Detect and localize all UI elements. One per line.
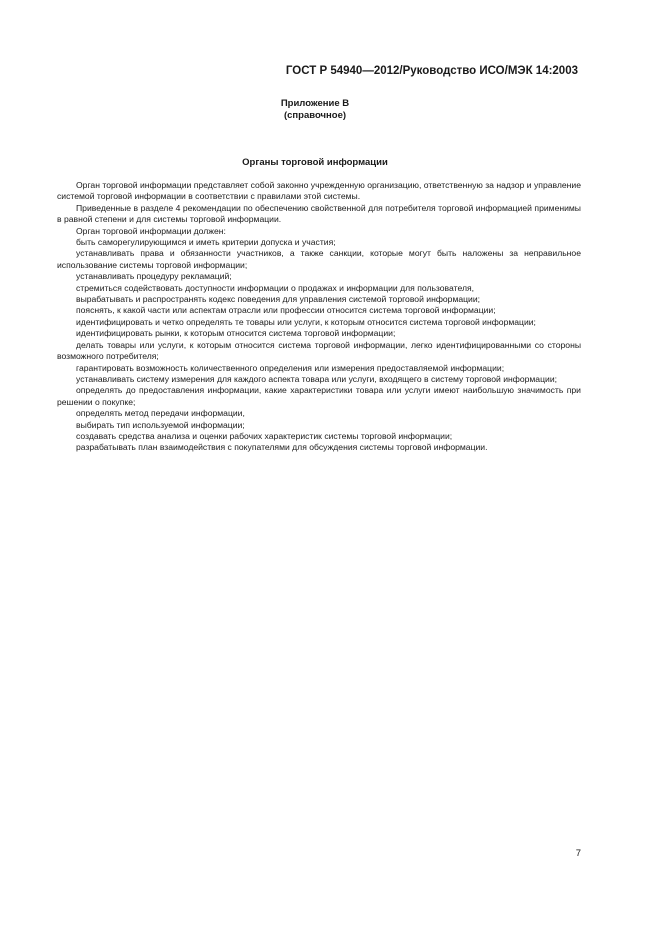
paragraph: Орган торговой информации представляет собой законно учрежденную организацию, ответственную за надзор и управление системой торговой информации в соответствии с правилами этой системы. (57, 180, 581, 202)
list-item: идентифицировать рынки, к которым относится система торговой информации; (76, 328, 396, 339)
body-text (57, 180, 581, 454)
list-item: стремиться содействовать доступности информации о продажах и информации для пользователя, (76, 282, 475, 293)
appendix-subtitle: (справочное) (283, 110, 347, 121)
section-title: Органы торговой информации (242, 157, 388, 168)
paragraph: Орган торговой информации должен: (76, 225, 226, 236)
list-item: делать товары или услуги, к которым относится система торговой информации, легко идентифицированными со стороны возможного потребителя; (57, 339, 581, 362)
list-item: определять метод передачи информации, (76, 408, 245, 419)
list-item: вырабатывать и распространять кодекс поведения для управления системой торговой информации; (76, 294, 481, 305)
page-number: 7 (575, 848, 581, 859)
list-item: пояснять, к какой части или аспектам отрасли или профессии относится система торговой информации; (76, 305, 496, 316)
list-item: идентифицировать и четко определять те товары или услуги, к которым относится система торговой информации; (76, 316, 536, 327)
list-item: разрабатывать план взаимодействия с покупателями для обсуждения системы торговой информации. (76, 442, 488, 453)
list-item: определять до предоставления информации, какие характеристики товара или услуги имеют наибольшую значимость при решении о покупке; (57, 385, 581, 407)
list-item: выбирать тип используемой информации; (76, 419, 245, 430)
list-item: создавать средства анализа и оценки рабочих характеристик системы торговой информации; (76, 430, 453, 441)
paragraph: Приведенные в разделе 4 рекомендации по обеспечению свойственной для потребителя торговой информацией применимы в равной степени и для системы торговой информации. (57, 202, 581, 225)
list-item: устанавливать систему измерения для каждого аспекта товара или услуги, входящего в систему торговой информации; (76, 373, 558, 384)
document-header: ГОСТ Р 54940—2012/Руководство ИСО/МЭК 14:2003 (285, 65, 578, 77)
list-item: гарантировать возможность количественного определения или измерения предоставляемой информации; (76, 362, 505, 373)
appendix-title: Приложение В (280, 98, 350, 109)
list-item: устанавливать права и обязанности участников, а также санкции, которые могут быть наложены за неправильное использование системы торговой информации; (57, 248, 581, 270)
appendix-heading (0, 98, 630, 122)
list-item: быть саморегулирующимся и иметь критерии допуска и участия; (76, 237, 336, 248)
list-item: устанавливать процедуру рекламаций; (76, 271, 232, 282)
